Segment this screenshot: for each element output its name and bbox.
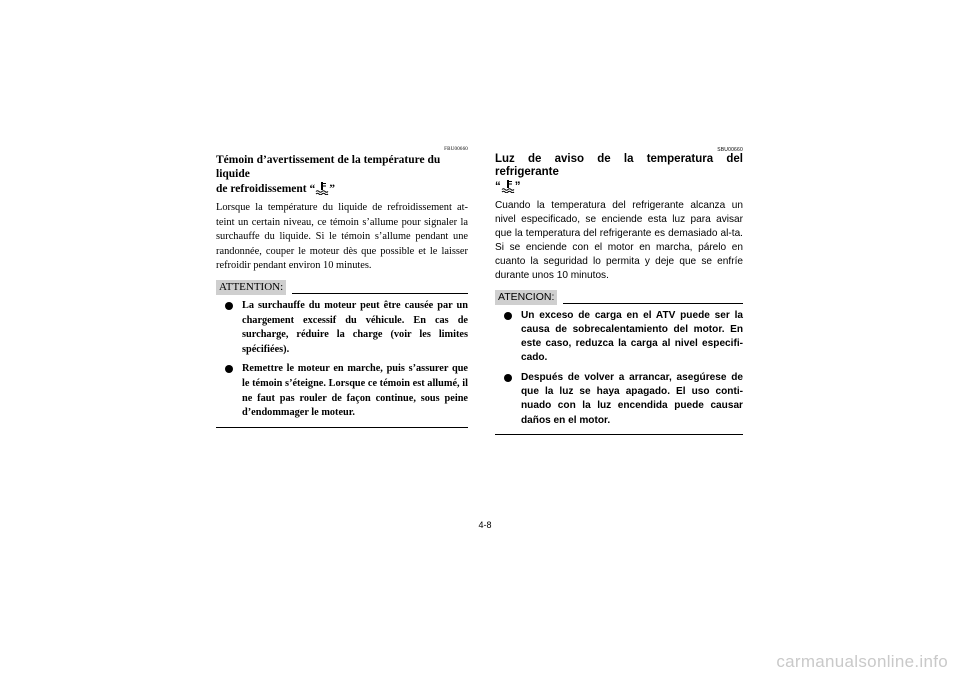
title-line-2-end: ”: [329, 183, 335, 195]
attention-header: [216, 280, 468, 295]
section-code: SBU00660: [717, 147, 743, 153]
bullet-dot-icon: [504, 312, 512, 320]
coolant-temperature-icon: [315, 181, 329, 195]
bullet-dot-icon: [225, 302, 233, 310]
section-code: FBU00660: [444, 147, 468, 152]
title-line-1: Témoin d’avertissement de la température du liquide: [216, 154, 441, 180]
attention-end-rule: [216, 427, 468, 428]
section-title: [495, 153, 743, 194]
attention-item: Después de volver a arrancar, asegúrese de que la luz se haya apagado. El uso conti-nuado con la luz encendida puede causar daños en el motor.: [504, 371, 743, 428]
bullet-dot-icon: [225, 365, 233, 373]
attention-list: [495, 309, 743, 428]
title-line-1: Luz de aviso de la temperatura del refrigerante: [495, 153, 743, 178]
attention-item: Un exceso de carga en el ATV puede ser la causa de sobrecalentamiento del motor. En este caso, reduzca la carga al nivel especifi-cado.: [504, 309, 743, 366]
attention-item: La surchauffe du moteur peut être causée par un chargement excessif du véhicule. En cas de surcharge, réduire la charge (voir les limites spécifiées).: [225, 299, 468, 357]
french-column: [216, 147, 468, 428]
attention-label: ATTENTION:: [216, 280, 286, 295]
spanish-column: [495, 147, 743, 435]
coolant-temperature-icon: [501, 179, 515, 193]
watermark: carmanualsonline.info: [776, 652, 948, 671]
page-number: 4-8: [478, 520, 492, 530]
title-line-2: “ ”: [495, 181, 521, 193]
attention-list: [216, 299, 468, 421]
title-line-2-start: de refroidissement “: [216, 183, 316, 195]
attention-label: ATENCION:: [495, 290, 557, 305]
attention-item: Remettre le moteur en marche, puis s’assurer que le témoin s’éteigne. Lorsque ce témoin est allumé, il ne faut pas rouler de façon continue, sous peine d’endommager le moteur.: [225, 362, 468, 420]
section-body: Lorsque la température du liquide de refroidissement at-teint un certain niveau, ce témoin s’allume pour signaler la surchauffe du liquide. Si le témoin s’allume pendant une randonnée, couper le moteur dès que possible et le laisser refroidir pendant environ 10 minutes.: [216, 202, 468, 272]
bullet-dot-icon: [504, 374, 512, 382]
section-title: [216, 153, 468, 196]
attention-header: [495, 290, 743, 305]
attention-rule: [563, 303, 743, 304]
attention-end-rule: [495, 434, 743, 435]
section-body: Cuando la temperatura del refrigerante alcanza un nivel especificado, se enciende esta luz para avisar que la temperatura del refrigerante es demasiado al-ta. Si se enciende con el motor en marcha, párelo en cuanto la seguridad lo permita y deje que se enfríe durante unos 10 minutos.: [495, 200, 743, 282]
attention-rule: [292, 293, 468, 294]
